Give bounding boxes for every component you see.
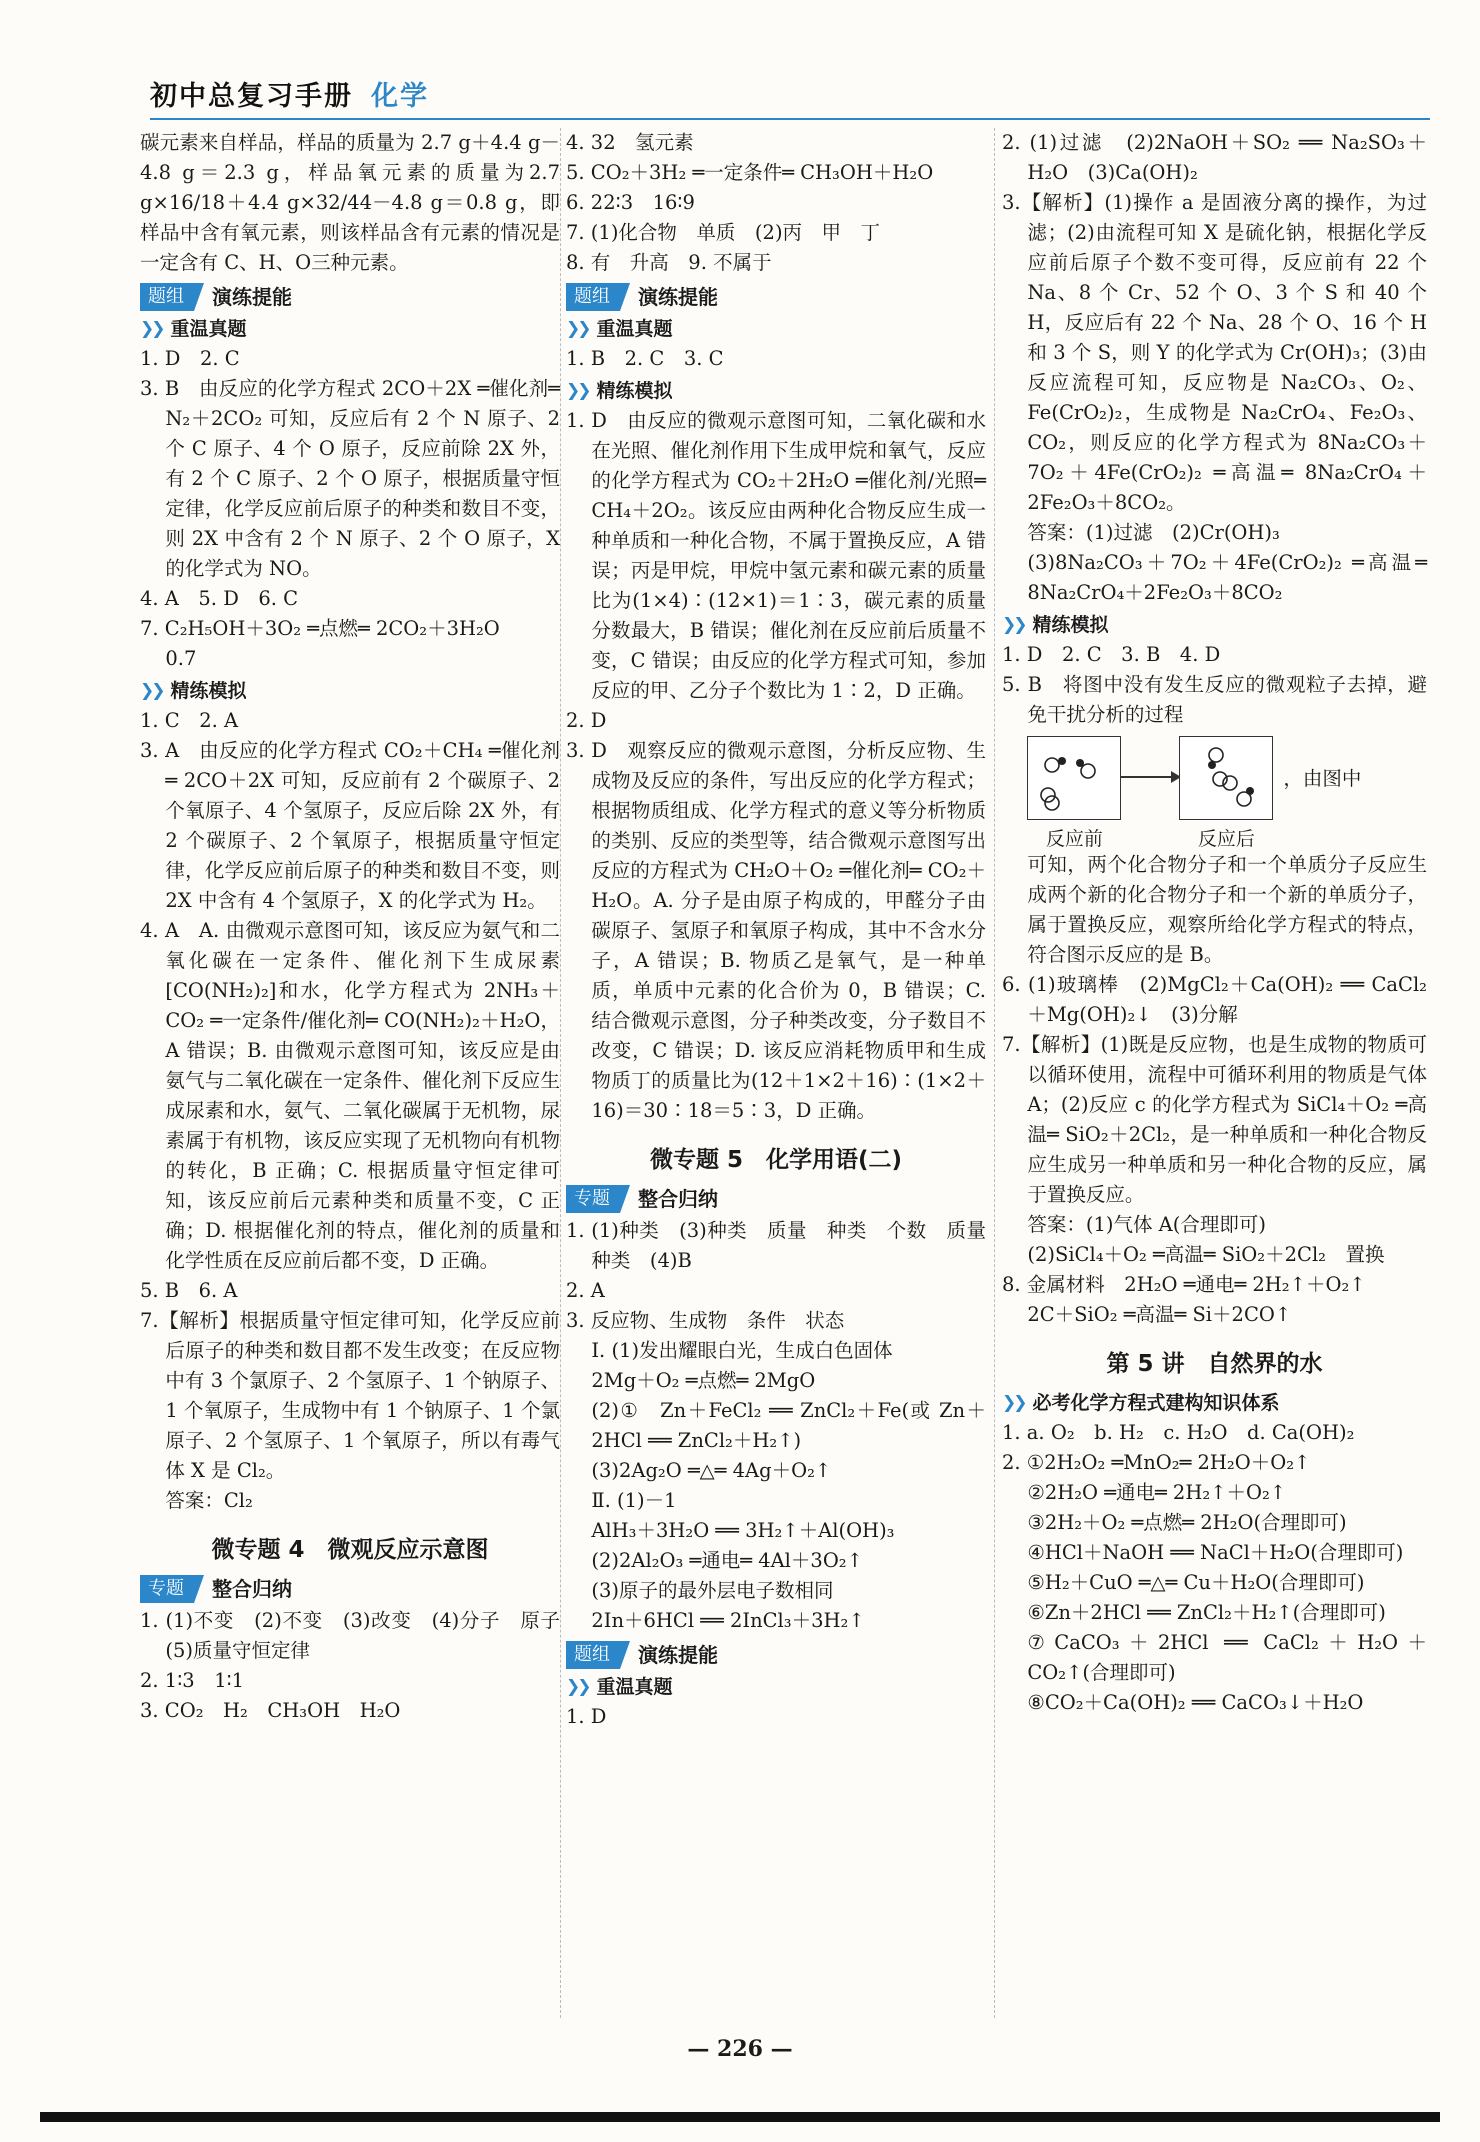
answer-item: 7. C₂H₅OH＋3O₂ ═点燃═ 2CO₂＋3H₂O	[140, 617, 500, 640]
tag-box: 专题	[566, 1185, 620, 1213]
reaction-diagram	[1002, 736, 1427, 850]
answer-item: 8. 金属材料 2H₂O ═通电═ 2H₂↑＋O₂↑	[1002, 1273, 1366, 1296]
answer-item: 6. (1)玻璃棒 (2)MgCl₂＋Ca(OH)₂ ══ CaCl₂＋Mg(OH)₂↓ (3)分解	[1002, 973, 1427, 1026]
section-tag	[566, 1184, 986, 1214]
answer-item: 7.【解析】(1)既是反应物，也是生成物的物质可以循环使用，流程中可循环利用的物质是气体 A；(2)反应 c 的化学方程式为 SiCl₄＋O₂ ═高温═ SiO₂＋2Cl₂，是一种单质和一种化合物反应生成另一种单质和另一种化合物的反应，属于置换反应。	[1002, 1033, 1427, 1206]
subsection-label: 重温真题	[170, 318, 247, 340]
answer-item: 7.【解析】根据质量守恒定律可知，化学反应前后原子的种类和数目都不发生改变；在反应物中有 3 个氯原子、2 个氢原子、1 个钠原子、1 个氧原子，生成物中有 1 个钠原子、1 个氯原子、2 个氢原子、1 个氧原子，所以有毒气体 X 是 Cl₂。	[140, 1309, 560, 1482]
subsection-heading	[566, 1672, 986, 1702]
answer-item: 2Mg＋O₂ ═点燃═ 2MgO	[591, 1369, 816, 1392]
answer-item: ⑥Zn＋2HCl ══ ZnCl₂＋H₂↑(合理即可)	[1027, 1601, 1386, 1624]
column-3	[1002, 128, 1427, 2018]
section-tag	[140, 1574, 560, 1604]
answer-item: 0.7	[165, 647, 197, 670]
right-arrow-icon	[1121, 776, 1179, 778]
subsection-heading	[1002, 610, 1427, 640]
tag-text: 整合归纳	[212, 1577, 292, 1601]
answer-item: 1. D 由反应的微观示意图可知，二氧化碳和水在光照、催化剂作用下生成甲烷和氧气，反应的化学方程式为 CO₂＋2H₂O ═催化剂/光照═ CH₄＋2O₂。该反应由两种化合物反应生成一种单质和一种化合物，不属于置换反应，A 错误；丙是甲烷，甲烷中氢元素和碳元素的质量比为(1×4)∶(12×1)＝1∶3，碳元素的质量分数最大，B 错误；催化剂在反应前后质量不变，C 错误；由反应的化学方程式可知，参加反应的甲、乙分子个数比为 1∶2，D 正确。	[566, 409, 986, 702]
tag-box: 题组	[566, 283, 620, 311]
molecules-before-figure	[1028, 737, 1120, 819]
answer-item: 7. (1)化合物 单质 (2)丙 甲 丁	[566, 221, 881, 244]
answer-item: (2)SiCl₄＋O₂ ═高温═ SiO₂＋2Cl₂ 置换	[1027, 1243, 1385, 1266]
answer-item: 1. (1)不变 (2)不变 (3)改变 (4)分子 原子 (5)质量守恒定律	[140, 1609, 580, 1662]
answer-item: 可知，两个化合物分子和一个单质分子反应生成两个新的化合物分子和一个新的单质分子，属于置换反应，观察所给化学方程式的特点，符合图示反应的是 B。	[1027, 853, 1427, 966]
tag-box: 题组	[566, 1641, 620, 1669]
answer-item: 3. 反应物、生成物 条件 状态	[566, 1309, 845, 1332]
answer-item: 2. D	[566, 709, 607, 732]
double-chevron-icon: ❯❯	[566, 1677, 589, 1697]
answer-item: 5. CO₂＋3H₂ ═一定条件═ CH₃OH＋H₂O	[566, 161, 934, 184]
after-label: 反应后	[1197, 828, 1255, 850]
subsection-label: 必考化学方程式建构知识体系	[1032, 1392, 1280, 1414]
answer-item: 2. ①2H₂O₂ ═MnO₂═ 2H₂O＋O₂↑	[1002, 1451, 1311, 1474]
answer-item: 1. C 2. A	[140, 709, 239, 732]
section-title: 微专题 5 化学用语(二)	[649, 1147, 903, 1173]
answer-item: (2)① Zn＋FeCl₂ ══ ZnCl₂＋Fe(或 Zn＋2HCl ══ ZnCl₂＋H₂↑)	[591, 1399, 986, 1452]
tag-box: 题组	[140, 283, 194, 311]
answer-item: 2. A	[566, 1279, 605, 1302]
answer-item: ⑤H₂＋CuO ═△═ Cu＋H₂O(合理即可)	[1027, 1571, 1365, 1594]
subsection-heading	[566, 314, 986, 344]
answer-item: Ⅰ. (1)发出耀眼白光，生成白色固体	[591, 1339, 893, 1362]
answer-item: 3. B 由反应的化学方程式 2CO＋2X ═催化剂═ N₂＋2CO₂ 可知，反应后有 2 个 N 原子、2 个 C 原子、4 个 O 原子，反应前除 2X 外，有 2 个 C 原子、2 个 O 原子，根据质量守恒定律，化学反应前后原子的种类和数目不变，则 2X 中含有 2 个 N 原子、2 个 O 原子，X 的化学式为 NO。	[140, 377, 560, 580]
answer-item: 3.【解析】(1)操作 a 是固液分离的操作，为过滤；(2)由流程可知 X 是硫化钠，根据化学反应前后原子个数不变可得，反应前有 22 个 Na、8 个 Cr、52 个 O、3 个 S 和 40 个 H，反应后有 22 个 Na、28 个 O、16 个 H 和 3 个 S，则 Y 的化学式为 Cr(OH)₃；(3)由反应流程可知，反应物是 Na₂CO₃、O₂、Fe(CrO₂)₂，生成物是 Na₂CrO₄、Fe₂O₃、CO₂，则反应的化学方程式为 8Na₂CO₃＋7O₂＋4Fe(CrO₂)₂ ═高温═ 8Na₂CrO₄＋2Fe₂O₃＋8CO₂。	[1002, 191, 1427, 514]
answer-item: 4. A A. 由微观示意图可知，该反应为氨气和二氧化碳在一定条件、催化剂下生成尿素[CO(NH₂)₂]和水，化学方程式为 2NH₃＋CO₂ ═一定条件/催化剂═ CO(NH₂)₂＋H₂O，A 错误；B. 由微观示意图可知，该反应是由氨气与二氧化碳在一定条件、催化剂下反应生成尿素和水，氨气、二氧化碳属于无机物，尿素属于有机物，该反应实现了无机物向有机物的转化，B 正确；C. 根据质量守恒定律可知，该反应前后元素种类和质量不变，C 正确；D. 根据催化剂的特点，催化剂的质量和化学性质在反应前后都不变，D 正确。	[140, 919, 560, 1272]
subject-title: 化学	[371, 81, 429, 112]
tag-text: 整合归纳	[638, 1187, 718, 1211]
answer-item: ④HCl＋NaOH ══ NaCl＋H₂O(合理即可)	[1027, 1541, 1404, 1564]
subsection-heading	[1002, 1388, 1427, 1418]
answer-item: (2)2Al₂O₃ ═通电═ 4Al＋3O₂↑	[591, 1549, 863, 1572]
subsection-heading	[140, 676, 560, 706]
header-rule	[150, 118, 1430, 120]
answer-item: 1. a. O₂ b. H₂ c. H₂O d. Ca(OH)₂	[1002, 1421, 1355, 1444]
page-header	[150, 74, 429, 118]
column-divider	[560, 128, 561, 2018]
answer-item: 2. (1)过滤 (2)2NaOH＋SO₂ ══ Na₂SO₃＋H₂O (3)Ca(OH)₂	[1002, 131, 1427, 184]
answer-item: (3)8Na₂CO₃＋7O₂＋4Fe(CrO₂)₂ ═高温═ 8Na₂CrO₄＋2Fe₂O₃＋8CO₂	[1027, 551, 1427, 604]
double-chevron-icon: ❯❯	[140, 681, 163, 701]
answer-item: 4. 32 氢元素	[566, 131, 694, 154]
answer-item: 1. B 2. C 3. C	[566, 347, 724, 370]
section-title: 微专题 4 微观反应示意图	[211, 1537, 489, 1563]
answer-item: ②2H₂O ═通电═ 2H₂↑＋O₂↑	[1027, 1481, 1287, 1504]
answer-item: 1. D 2. C	[140, 347, 240, 370]
tag-text: 演练提能	[638, 1643, 718, 1667]
answer-item: 答案：(1)气体 A(合理即可)	[1027, 1213, 1266, 1236]
book-title: 初中总复习手册	[150, 81, 353, 112]
answer-item: Ⅱ. (1)－1	[591, 1489, 677, 1512]
answer-item: 3. CO₂ H₂ CH₃OH H₂O	[140, 1699, 401, 1722]
answer-item: 2. 1∶3 1∶1	[140, 1669, 245, 1692]
after-panel	[1179, 736, 1273, 854]
double-chevron-icon: ❯❯	[1002, 1393, 1025, 1413]
column-2	[566, 128, 1006, 2018]
answer-item: ⑧CO₂＋Ca(OH)₂ ══ CaCO₃↓＋H₂O	[1027, 1691, 1364, 1714]
paragraph: 碳元素来自样品，样品的质量为 2.7 g＋4.4 g－4.8 g＝2.3 g，样品氧元素的质量为2.7 g×16/18＋4.4 g×32/44－4.8 g＝0.8 g，即样品中含有氧元素，则该样品含有元素的情况是一定含有 C、H、O三种元素。	[140, 131, 560, 274]
section-tag	[566, 282, 986, 312]
double-chevron-icon: ❯❯	[566, 381, 589, 401]
subsection-label: 精练模拟	[596, 380, 673, 402]
column-divider	[994, 128, 995, 2018]
answer-item: 5. B 6. A	[140, 1279, 238, 1302]
section-tag	[566, 1640, 986, 1670]
tag-text: 演练提能	[638, 285, 718, 309]
answer-item: 5. B 将图中没有发生反应的微观粒子去掉，避免干扰分析的过程	[1002, 673, 1427, 726]
before-label: 反应前	[1045, 828, 1103, 850]
before-panel	[1027, 736, 1121, 854]
subsection-label: 精练模拟	[170, 680, 247, 702]
molecule-box-after	[1179, 736, 1273, 820]
tag-box: 专题	[140, 1575, 194, 1603]
section-tag	[140, 282, 560, 312]
answer-item: AlH₃＋3H₂O ══ 3H₂↑＋Al(OH)₃	[591, 1519, 895, 1542]
answer-item: 2C＋SiO₂ ═高温═ Si＋2CO↑	[1027, 1303, 1292, 1326]
answer-item: 1. (1)种类 (3)种类 质量 种类 个数 质量 种类 (4)B	[566, 1219, 1006, 1272]
subsection-heading	[140, 314, 560, 344]
answer-item: 1. D	[566, 1705, 607, 1728]
footer-bar	[40, 2112, 1440, 2122]
molecule-box-before	[1027, 736, 1121, 820]
section-title: 第 5 讲 自然界的水	[1106, 1351, 1323, 1377]
double-chevron-icon: ❯❯	[140, 319, 163, 339]
double-chevron-icon: ❯❯	[1002, 615, 1025, 635]
molecules-after-figure	[1180, 737, 1272, 819]
answer-item: (3)2Ag₂O ═△═ 4Ag＋O₂↑	[591, 1459, 832, 1482]
answer-item: (3)原子的最外层电子数相同	[591, 1579, 834, 1602]
tag-text: 演练提能	[212, 285, 292, 309]
subsection-label: 精练模拟	[1032, 614, 1109, 636]
answer-item: 答案：Cl₂	[165, 1489, 253, 1512]
answer-item: 4. A 5. D 6. C	[140, 587, 299, 610]
diagram-caption: ，由图中	[1283, 767, 1362, 790]
answer-item: 8. 有 升高 9. 不属于	[566, 251, 772, 274]
page-number: — 226 —	[687, 2036, 793, 2062]
double-chevron-icon: ❯❯	[566, 319, 589, 339]
column-1	[140, 128, 580, 2018]
answer-item: 3. A 由反应的化学方程式 CO₂＋CH₄ ═催化剂═ 2CO＋2X 可知，反应前有 2 个碳原子、2 个氧原子、4 个氢原子，反应后除 2X 外，有 2 个碳原子、2 个氧原子，根据质量守恒定律，化学反应前后原子的种类和数目不变，则 2X 中含有 4 个氢原子，X 的化学式为 H₂。	[140, 739, 560, 912]
answer-item: 答案：(1)过滤 (2)Cr(OH)₃	[1027, 521, 1280, 544]
answer-item: 3. D 观察反应的微观示意图，分析反应物、生成物及反应的条件，写出反应的化学方程式；根据物质组成、化学方程式的意义等分析物质的类别、反应的类型等，结合微观示意图写出反应的方程式为 CH₂O＋O₂ ═催化剂═ CO₂＋H₂O。A. 分子是由原子构成的，甲醛分子由碳原子、氢原子和氧原子构成，其中不含水分子，A 错误；B. 物质乙是氧气，是一种单质，单质中元素的化合价为 0，B 错误；C. 结合微观示意图，分子种类改变，分子数目不改变，C 错误；D. 该反应消耗物质甲和生成物质丁的质量比为(12＋1×2＋16)∶(1×2＋16)＝30∶18＝5∶3，D 正确。	[566, 739, 986, 1122]
subsection-heading	[566, 376, 986, 406]
answer-item: 6. 22∶3 16∶9	[566, 191, 695, 214]
answer-item: ⑦CaCO₃＋2HCl ══ CaCl₂＋H₂O＋CO₂↑(合理即可)	[1027, 1631, 1427, 1684]
answer-item: 2In＋6HCl ══ 2InCl₃＋3H₂↑	[591, 1609, 865, 1632]
answer-item: 1. D 2. C 3. B 4. D	[1002, 643, 1221, 666]
answer-item: ③2H₂＋O₂ ═点燃═ 2H₂O(合理即可)	[1027, 1511, 1347, 1534]
subsection-label: 重温真题	[596, 318, 673, 340]
subsection-label: 重温真题	[596, 1676, 673, 1698]
